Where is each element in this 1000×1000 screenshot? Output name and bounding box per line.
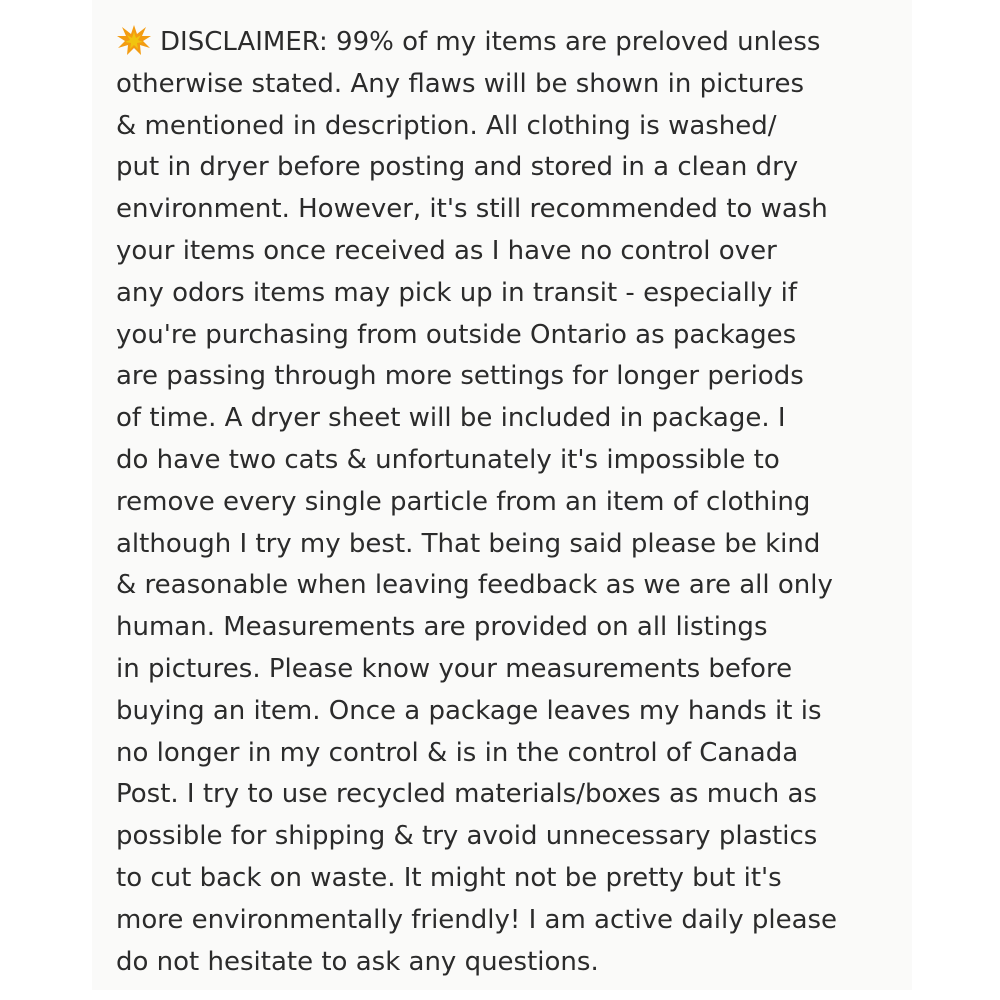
disclaimer-line: you're purchasing from outside Ontario as packages: [116, 319, 797, 350]
disclaimer-text: [116, 22, 896, 983]
disclaimer-line: your items once received as I have no control over: [116, 235, 777, 266]
disclaimer-line: Post. I try to use recycled materials/boxes as much as: [116, 779, 818, 810]
collision-burst-icon: [116, 24, 152, 56]
disclaimer-line: remove every single particle from an item of clothing: [116, 486, 811, 517]
disclaimer-line: otherwise stated. Any flaws will be shown in pictures: [116, 68, 804, 99]
disclaimer-line: do have two cats & unfortunately it's impossible to: [116, 444, 780, 475]
disclaimer-line: no longer in my control & is in the control of Canada: [116, 737, 799, 768]
disclaimer-line: environment. However, it's still recommended to wash: [116, 194, 828, 225]
disclaimer-line: any odors items may pick up in transit - especially if: [116, 277, 798, 308]
disclaimer-line-text: DISCLAIMER: 99% of my items are preloved unless: [160, 27, 821, 57]
disclaimer-line: are passing through more settings for longer periods: [116, 361, 804, 392]
disclaimer-line: possible for shipping & try avoid unnecessary plastics: [116, 821, 818, 852]
disclaimer-line: put in dryer before posting and stored in a clean dry: [116, 152, 799, 183]
disclaimer-line: & mentioned in description. All clothing is washed/: [116, 110, 777, 141]
disclaimer-line: more environmentally friendly! I am active daily please: [116, 904, 838, 935]
disclaimer-line: human. Measurements are provided on all listings: [116, 612, 768, 643]
disclaimer-line: of time. A dryer sheet will be included in package. I: [116, 403, 786, 434]
disclaimer-line: [116, 22, 896, 64]
disclaimer-line: & reasonable when leaving feedback as we are all only: [116, 570, 833, 601]
disclaimer-line: buying an item. Once a package leaves my hands it is: [116, 695, 822, 726]
disclaimer-line: in pictures. Please know your measurements before: [116, 653, 793, 684]
disclaimer-line: to cut back on waste. It might not be pretty but it's: [116, 862, 782, 893]
disclaimer-line: do not hesitate to ask any questions.: [116, 946, 599, 977]
disclaimer-line: although I try my best. That being said please be kind: [116, 528, 821, 559]
